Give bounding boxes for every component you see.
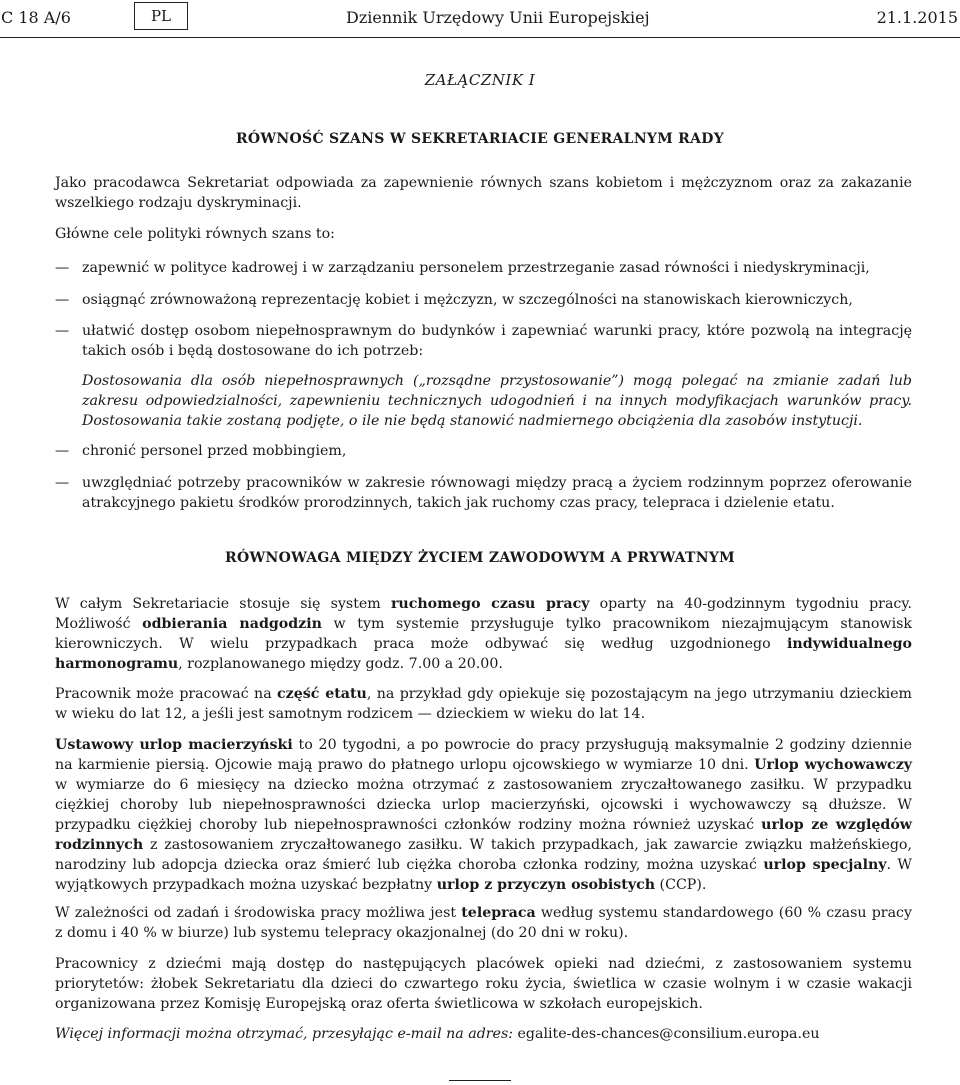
goal-text: zapewnić w polityce kadrowej i w zarządzaniu personelem przestrzeganie zasad równości i niedyskryminacji,	[82, 260, 870, 276]
part-time-paragraph	[55, 684, 912, 724]
emphasis: urlop specjalny	[763, 857, 887, 873]
text-run: Pracownik może pracować na	[55, 686, 278, 702]
emphasis: telepraca	[461, 905, 536, 921]
telework-paragraph	[55, 903, 912, 943]
goal-text: ułatwić dostęp osobom niepełnosprawnym do budynków i zapewniać warunki pracy, które pozwolą na integrację takich osób i będą dostosowane do ich potrzeb:	[82, 323, 912, 359]
page-number: C 18 A/6	[1, 8, 71, 27]
emphasis: Urlop wychowawczy	[754, 757, 912, 773]
goal-text: uwzględniać potrzeby pracowników w zakresie równowagi między pracą a życiem rodzinnym poprzez oferowanie atrakcyjnego pakietu środków prorodzinnych, takich jak ruchomy czas pracy, telepraca i dzielenie etatu.	[82, 475, 912, 511]
text-run: , rozplanowanego między godz. 7.00 a 20.00.	[178, 656, 503, 672]
journal-title: Dziennik Urzędowy Unii Europejskiej	[346, 8, 650, 27]
email-link[interactable]: egalite-des-chances@consilium.europa.eu	[517, 1026, 820, 1042]
text-run: z zastosowaniem zryczałtowanego zasiłku. W takich przypadkach, jak zawarcie związku małżeńskiego, narodziny lub adopcja dziecka oraz śmierć lub ciężka choroba członka rodziny, można uzyskać	[55, 837, 912, 873]
text-run: Więcej informacji można otrzymać, przesyłając e-mail na adres:	[55, 1026, 518, 1042]
section-title-equal-opportunities: RÓWNOŚĆ SZANS W SEKRETARIACIE GENERALNYM RADY	[235, 131, 725, 147]
text-run: w tym systemie przysługuje tylko pracownikom niezajmującym stanowisk kierowniczych. W wielu przypadkach praca może odbywać się według uzgodnionego	[55, 616, 912, 652]
dash-bullet: —	[55, 443, 70, 459]
emphasis: część etatu	[277, 686, 367, 702]
dash-bullet: —	[55, 260, 70, 276]
leave-paragraph	[55, 735, 912, 895]
section-title-work-life-balance: RÓWNOWAGA MIĘDZY ŻYCIEM ZAWODOWYM A PRYWATNYM	[225, 550, 735, 566]
dash-bullet: —	[55, 323, 70, 339]
list-item	[55, 321, 912, 361]
language-badge: PL	[134, 2, 188, 30]
text-run: , na przykład gdy opiekuje się pozostającym na jego utrzymaniu dzieckiem w wieku do lat 12, a jeśli jest samotnym rodzicem — dzieckiem w wieku do lat 14.	[55, 686, 912, 722]
footer-rule	[449, 1080, 511, 1081]
emphasis: indywidualnego harmonogramu	[55, 636, 912, 672]
text-run: (CCP).	[655, 877, 707, 893]
publication-date: 21.1.2015	[876, 8, 958, 27]
text-run: W zależności od zadań i środowiska pracy możliwa jest	[55, 905, 462, 921]
emphasis: ruchomego czasu pracy	[390, 596, 590, 612]
text-run: . W wyjątkowych przypadkach można uzyskać bezpłatny	[55, 857, 912, 893]
annex-title: ZAŁĄCZNIK I	[424, 71, 536, 89]
text-run: W całym Sekretariacie stosuje się system	[55, 596, 391, 612]
text-run: w wymiarze do 6 miesięcy na dziecko można otrzymać z zastosowaniem zryczałtowanego zasiłku. W przypadku ciężkiej choroby lub niepełnosprawności dziecka urlop macierzyński, ojcowski i wychowawczy są dłuższe. W przypadku ciężkiej choroby lub niepełnosprawności członków rodziny można również uzyskać	[55, 777, 912, 833]
list-item	[55, 290, 912, 310]
emphasis: Ustawowy urlop macierzyński	[55, 737, 293, 753]
list-item	[55, 258, 912, 278]
childcare-paragraph: Pracownicy z dziećmi mają dostęp do następujących placówek opieki nad dziećmi, z zastosowaniem systemu priorytetów: żłobek Sekretariatu dla dzieci do czwartego roku życia, świetlica w czasie wolnym i w czasie wakacji organizowana przez Komisję Europejską oraz oferta świetlicowa w szkołach europejskich.	[55, 956, 912, 1012]
dash-bullet: —	[55, 475, 70, 491]
emphasis: urlop z przyczyn osobistych	[436, 877, 656, 893]
list-item	[55, 441, 912, 461]
goal-text: chronić personel przed mobbingiem,	[82, 443, 347, 459]
list-item	[55, 473, 912, 513]
dash-bullet: —	[55, 292, 70, 308]
emphasis: urlop ze względów rodzinnych	[55, 817, 913, 853]
header-rule	[0, 37, 960, 38]
flexitime-paragraph	[55, 594, 912, 674]
contact-paragraph	[55, 1024, 912, 1044]
goal-text: osiągnąć zrównoważoną reprezentację kobiet i mężczyzn, w szczególności na stanowiskach kierowniczych,	[82, 292, 853, 308]
text-run: według systemu standardowego (60 % czasu pracy z domu i 40 % w biurze) lub systemu telepracy okazjonalnej (do 20 dni w roku).	[55, 905, 912, 941]
intro-paragraph: Jako pracodawca Sekretariat odpowiada za zapewnienie równych szans kobietom i mężczyznom oraz za zakazanie wszelkiego rodzaju dyskryminacji.	[55, 175, 912, 211]
text-run: oparty na 40-godzinnym tygodniu pracy. Możliwość	[55, 596, 912, 632]
text-run: to 20 tygodni, a po powrocie do pracy przysługują maksymalnie 2 godziny dziennie na karmienie piersią. Ojcowie mają prawo do płatnego urlopu ojcowskiego w wymiarze 10 dni.	[55, 737, 912, 773]
goals-intro: Główne cele polityki równych szans to:	[55, 226, 335, 242]
page-header	[0, 0, 960, 34]
adjustments-note: Dostosowania dla osób niepełnosprawnych („rozsądne przystosowanie”) mogą polegać na zmianie zadań lub zakresu odpowiedzialności, zapewnieniu technicznych udogodnień i na innych modyfikacjach warunków pracy. Dostosowania takie zostaną podjęte, o ile nie będą stanowić nadmiernego obciążenia dla zasobów instytucji.	[82, 373, 912, 429]
emphasis: odbierania nadgodzin	[142, 616, 322, 632]
